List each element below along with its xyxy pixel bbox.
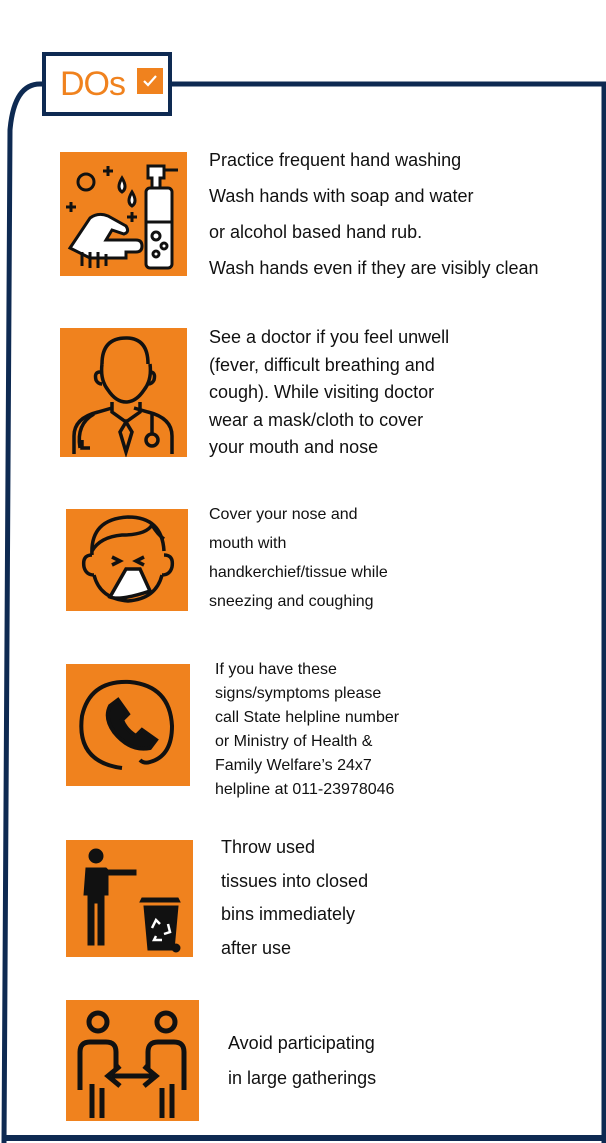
item-line: Family Welfare’s 24x7 [215, 757, 372, 774]
item-line: Throw used [221, 837, 316, 857]
item-line: If you have these [215, 661, 337, 678]
item-line: Wash hands with soap and water [209, 186, 474, 206]
item-line: bins immediately [221, 904, 356, 924]
trash-bin-icon [66, 840, 193, 957]
item-line: in large gatherings [228, 1068, 377, 1088]
doctor-icon [60, 328, 187, 457]
item-line: call State helpline number [215, 709, 400, 726]
item-line: (fever, difficult breathing and [209, 354, 435, 375]
dos-header [42, 52, 172, 116]
page-title: DOs [60, 64, 125, 103]
item-line: Avoid participating [228, 1033, 375, 1053]
checkmark-icon [137, 68, 163, 94]
item-text-doctor [209, 328, 449, 466]
item-line: Wash hands even if they are visibly clean [209, 258, 539, 278]
item-line: sneezing and coughing [209, 593, 374, 610]
item-line: tissues into closed [221, 870, 369, 891]
item-line: or Ministry of Health & [215, 733, 373, 750]
item-text-gatherings [228, 1034, 376, 1104]
item-line: helpline at 011-23978046 [215, 781, 395, 798]
item-line: your mouth and nose [209, 437, 379, 457]
phone-icon [66, 664, 190, 786]
item-line: signs/symptoms please [215, 685, 382, 702]
item-line: Practice frequent hand washing [209, 150, 462, 170]
social-distance-icon [66, 1000, 199, 1121]
item-text-sneezing [209, 507, 388, 623]
item-line: handkerchief/tissue while [209, 564, 388, 581]
item-text-tissues [221, 838, 368, 972]
item-line: cough). While visiting doctor [209, 382, 435, 402]
item-text-hand-washing [209, 151, 539, 295]
item-line: Cover your nose and [209, 506, 358, 523]
item-text-helpline [215, 662, 399, 806]
item-line: after use [221, 937, 292, 958]
item-line: or alcohol based hand rub. [209, 222, 423, 242]
item-line: See a doctor if you feel unwell [209, 327, 450, 347]
sneezing-face-icon [66, 509, 188, 611]
hand-washing-icon [60, 152, 187, 276]
item-line: wear a mask/cloth to cover [209, 409, 424, 430]
item-line: mouth with [209, 535, 287, 552]
